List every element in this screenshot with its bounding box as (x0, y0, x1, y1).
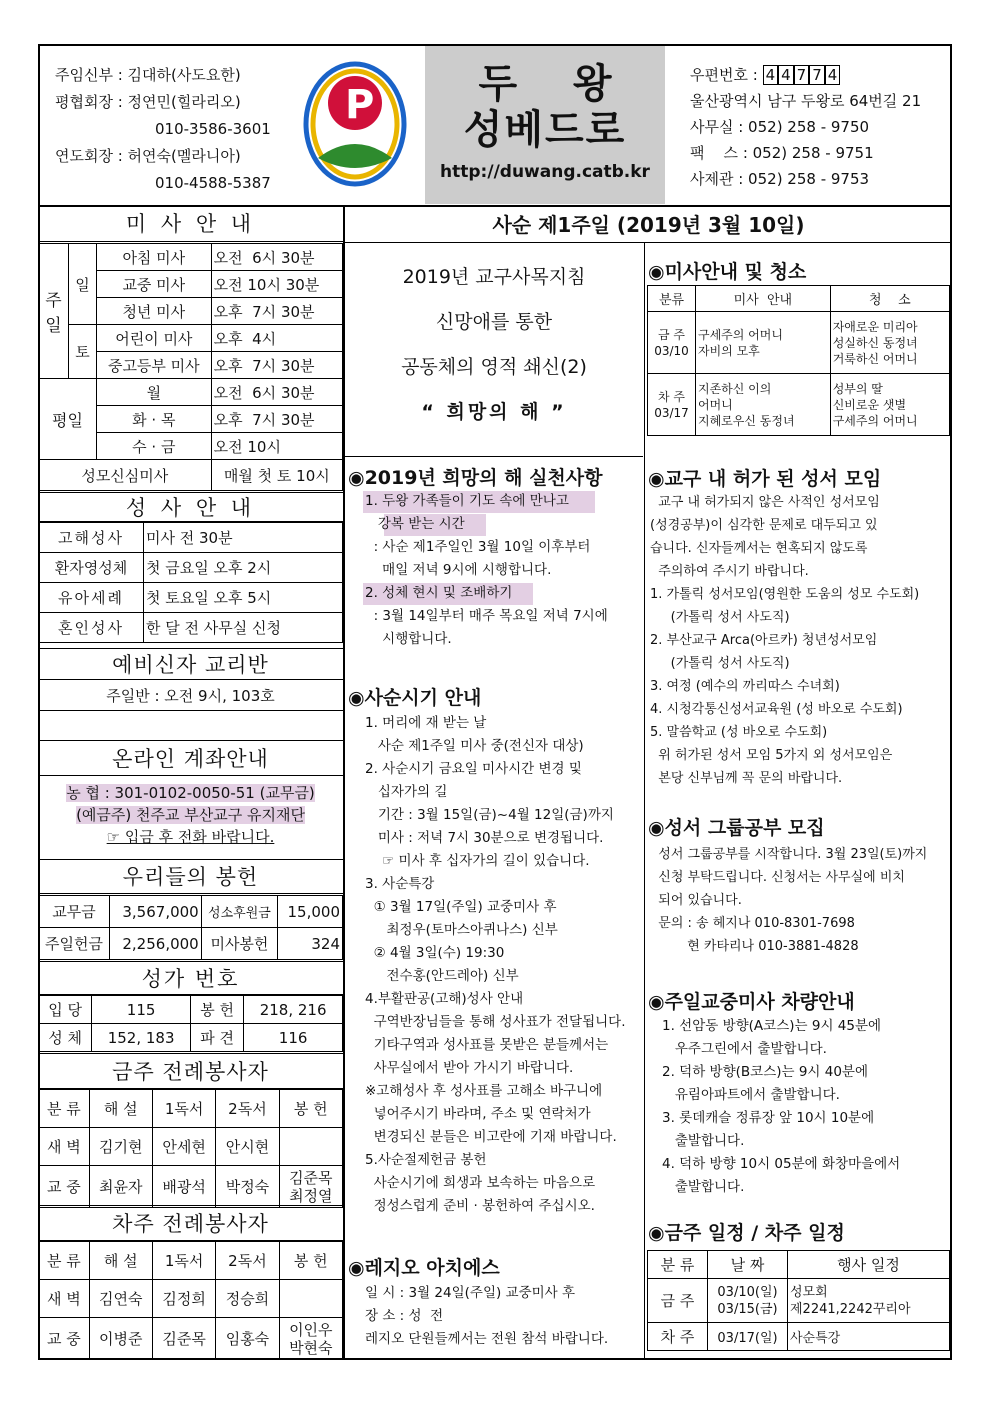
marian-mass-time: 매월 첫 토 10시 (211, 460, 342, 491)
mass-name: 화 · 목 (97, 406, 212, 433)
schedule-date: 03/10(일) 03/15(금) (708, 1279, 788, 1323)
server-cell: 새 벽 (39, 1128, 90, 1166)
col-header: 분 류 (39, 1090, 90, 1128)
offering-label: 미사봉헌 (201, 928, 277, 960)
mass-name: 중고등부 미사 (97, 352, 212, 379)
server-cell: 교 중 (39, 1166, 90, 1208)
mass-intention: 지존하신 이의 어머니 지혜로우신 동정녀 (696, 374, 831, 436)
offering-value: 324 (278, 928, 343, 960)
mass-table (38, 243, 343, 491)
week-label: 차 주 03/17 (648, 374, 696, 436)
server-cell: 김준목 (152, 1318, 215, 1360)
nextweek-table (38, 1241, 343, 1360)
header-address (690, 62, 945, 192)
offering-value: 3,567,000 (110, 896, 202, 928)
column-divider-2 (644, 243, 645, 1360)
col-header: 1독서 (152, 1090, 215, 1128)
schedule-week: 금 주 (648, 1279, 708, 1323)
council-phone: 010-3586-3601 (155, 120, 271, 138)
practice-body: 1. 두왕 가족들이 기도 속에 만나고 강복 받는 시간 : 사순 제1주일인 3월 10일 이후부터 매일 저녁 9시에 시행합니다. 2. 성체 현시 및 조배하기 : 3월 14일부터 매주 목요일 저녁 7시에 시행합니다. (365, 493, 608, 647)
col-header: 봉 헌 (279, 1090, 342, 1128)
cleaning-group: 자애로운 미리아 성실하신 동정녀 거룩하신 어머니 (830, 312, 949, 374)
catechumen-line: 주일반 : 오전 9시, 103호 (106, 687, 275, 705)
legio-heading: ◉레지오 아치에스 (348, 1257, 500, 1279)
group-body: 성서 그룹공부를 시작합니다. 3월 23일(토)까지 신청 부탁드립니다. 신청서는 사무실에 비치 되어 있습니다. 문의 : 송 헤지나 010-8301-7698 현 카타리나 010-3881-4828 (658, 847, 928, 954)
sunday-label: 주일 (39, 244, 69, 379)
divider (345, 456, 643, 457)
lent-body: 1. 머리에 재 받는 날 사순 제1주일 미사 중(전신자 대상) 2. 사순시기 금요일 미사시간 변경 및 십자가의 길 기간 : 3월 15일(금)~4월 12일(금)까지 미사 : 저녁 7시 30분으로 변경됩니다. ☞ 미사 후 십자가의 길이 있습니다. 3. 사순특강 ① 3월 17일(주일) 교중미사 후 최정우(토마스아퀴나스) 신부 ② 4월 3일(수) 19:30 전수홍(안드레아) 신부 4.부활판공(고해)성사 안내 구역반장님들을 통해 성사표가 전달됩니다. 기타구역과 성사표를 못받은 분들께서는 사무실에서 받아 가시기 바랍니다. ※고해성사 후 성사표를 고해소 바구니에 넣어주시기 바라며, 주소 및 연락처가 변경되신 분들은 비고란에 기재 바랍니다. 5.사순절제헌금 봉헌 사순시기에 희생과 보속하는 마음으로 정성스럽게 준비 · 봉헌하여 주십시오. (365, 715, 626, 1214)
mass-time: 오전 10시 (211, 433, 342, 460)
server-cell: 안시현 (216, 1128, 279, 1166)
header-contacts (55, 62, 295, 197)
thisweek-heading: 금주 전례봉사자 (38, 1053, 343, 1089)
schedule-table (647, 1250, 950, 1351)
yeondo-line: 연도회장 : 허연숙(멜라니아) (55, 147, 241, 165)
col-header: 청 소 (830, 286, 949, 312)
mass-name: 어린이 미사 (97, 325, 212, 352)
postal-digit: 7 (809, 65, 825, 85)
mass-time: 오후 7시 30분 (211, 406, 342, 433)
col-header: 미사 안내 (696, 286, 831, 312)
hymn-label: 성 체 (39, 1024, 92, 1052)
postal-digit: 4 (763, 65, 779, 85)
vehicle-heading: ◉주일교중미사 차량안내 (648, 991, 855, 1013)
col-header: 해 설 (89, 1242, 152, 1280)
weekday-label: 평일 (39, 379, 97, 460)
hymn-label: 입 당 (39, 996, 92, 1024)
sacrament-time: 첫 토요일 오후 5시 (144, 583, 343, 613)
mass-name: 아침 미사 (97, 244, 212, 271)
server-cell (279, 1280, 342, 1318)
offering-label: 교무금 (39, 896, 110, 928)
server-cell: 이병준 (89, 1318, 152, 1360)
postal-digit: 4 (778, 65, 794, 85)
masscleaning-heading: ◉미사안내 및 청소 (648, 261, 807, 283)
col-header: 해 설 (89, 1090, 152, 1128)
col-header: 분 류 (39, 1242, 90, 1280)
sacrament-time: 미사 전 30분 (144, 523, 343, 553)
mass-name: 청년 미사 (97, 298, 212, 325)
account-note: ☞ 입금 후 전화 바랍니다. (106, 828, 275, 846)
mass-time: 오전 6시 30분 (211, 244, 342, 271)
sacrament-name: 혼인성사 (39, 613, 144, 643)
server-cell: 새 벽 (39, 1280, 90, 1318)
server-cell: 김연숙 (89, 1280, 152, 1318)
mass-intention: 구세주의 어머니 자비의 모후 (696, 312, 831, 374)
vehicle-body: 1. 선암동 방향(A코스)는 9시 45분에 우주그린에서 출발합니다. 2. 덕하 방향(B코스)는 9시 40분에 유림아파트에서 출발합니다. 3. 롯데캐슬 정류장 앞 10시 10분에 출발합니다. 4. 덕하 방향 10시 05분에 화창마을에서 출발합니다. (662, 1018, 901, 1195)
mass-time: 오전 6시 30분 (211, 379, 342, 406)
hymn-label: 파 견 (190, 1024, 243, 1052)
server-cell: 최윤자 (89, 1166, 152, 1208)
col-header: 날 짜 (708, 1251, 788, 1279)
server-cell: 교 중 (39, 1318, 90, 1360)
parish-url[interactable]: http://duwang.catb.kr (440, 162, 650, 182)
col-header: 행사 일정 (788, 1251, 950, 1279)
title-box (425, 46, 665, 204)
hymn-label: 봉 헌 (190, 996, 243, 1024)
fax: 팩 스 : 052) 258 - 9751 (690, 144, 874, 162)
date-title: 사순 제1주일 (2019년 3월 10일) (345, 207, 952, 243)
col-header: 2독서 (216, 1242, 279, 1280)
schedule-heading: ◉금주 일정 / 차주 일정 (648, 1222, 845, 1244)
server-cell: 안세현 (152, 1128, 215, 1166)
cleaning-group: 성부의 딸 신비로운 샛별 구세주의 어머니 (830, 374, 949, 436)
rectory-phone: 사제관 : 052) 258 - 9753 (690, 170, 870, 188)
sacrament-time: 첫 금요일 오후 2시 (144, 553, 343, 583)
motto-line: “ 희망의 해 ” (421, 401, 567, 423)
marian-mass: 성모신심미사 (39, 460, 212, 491)
offering-heading: 우리들의 봉헌 (38, 859, 343, 894)
yeondo-phone: 010-4588-5387 (155, 174, 271, 192)
pastor-line: 주임신부 : 김대하(사도요한) (55, 66, 241, 84)
postal-row (690, 62, 945, 88)
col-header: 2독서 (216, 1090, 279, 1128)
masscleaning-table (647, 285, 950, 436)
schedule-date: 03/17(일) (708, 1323, 788, 1351)
hymn-number: 115 (92, 996, 191, 1024)
group-heading: ◉성서 그룹공부 모집 (648, 817, 825, 839)
sacrament-name: 환자영성체 (39, 553, 144, 583)
mass-time: 오후 7시 30분 (211, 352, 342, 379)
sacrament-time: 한 달 전 사무실 신청 (144, 613, 343, 643)
svg-text:P: P (345, 82, 375, 128)
schedule-event: 사순특강 (788, 1323, 950, 1351)
col-header: 분류 (648, 286, 696, 312)
offering-value: 15,000 (278, 896, 343, 928)
sat-label: 토 (69, 325, 97, 379)
bible-body: 교구 내 허가되지 않은 사적인 성서모임 (성경공부)이 심각한 문제로 대두되고 있 습니다. 신자들께서는 현혹되지 않도록 주의하여 주시기 바랍니다. 1. 가톨릭 성서모임(영원한 도움의 성모 수도회) (가톨릭 성서 사도직) 2. 부산교구 Arca(아르카) 청년성서모임 (가톨릭 성서 사도직) 3. 여정 (예수의 까리따스 수녀회) 4. 시청각통신성서교육원 (성 바오로 수도회) 5. 말씀학교 (성 바오로 수도회) 위 허가된 성서 모임 5가지 외 성서모임은 본당 신부님께 꼭 문의 바랍니다. (650, 495, 920, 786)
col-header: 분 류 (648, 1251, 708, 1279)
sacrament-name: 유아세례 (39, 583, 144, 613)
hymn-number: 116 (244, 1024, 343, 1052)
mass-name: 교중 미사 (97, 271, 212, 298)
postal-digit: 4 (825, 65, 841, 85)
offering-value: 2,256,000 (110, 928, 202, 960)
motto-line: 공동체의 영적 쇄신(2) (401, 356, 587, 378)
account-info (38, 782, 343, 848)
server-cell: 박정숙 (216, 1166, 279, 1208)
sacrament-name: 고해성사 (39, 523, 144, 553)
offering-table (38, 895, 343, 960)
account-holder: (예금주) 천주교 부산교구 유지재단 (76, 806, 305, 824)
sacrament-heading: 성 사 안 내 (38, 492, 343, 522)
thisweek-table (38, 1089, 343, 1208)
title-line-2: 성베드로 (463, 107, 627, 153)
server-cell: 김기현 (89, 1128, 152, 1166)
server-cell: 배광석 (152, 1166, 215, 1208)
pastoral-motto (345, 255, 643, 435)
server-cell: 김준목 최정열 (279, 1166, 342, 1208)
hymn-heading: 성가 번호 (38, 961, 343, 995)
account-number: 농 협 : 301-0102-0050-51 (교무금) (66, 784, 315, 802)
divider (38, 710, 343, 711)
sacrament-table (38, 522, 343, 643)
mass-time: 오전 10시 30분 (211, 271, 342, 298)
hymn-table (38, 995, 343, 1052)
schedule-event: 성모회 제2241,2242꾸리아 (788, 1279, 950, 1323)
mass-time: 오후 4시 (211, 325, 342, 352)
title-line-1: 두 왕 (478, 61, 612, 107)
address-line: 울산광역시 남구 두왕로 64번길 21 (690, 92, 922, 110)
motto-line: 2019년 교구사목지침 (402, 266, 586, 288)
mass-name: 월 (97, 379, 212, 406)
office-phone: 사무실 : 052) 258 - 9750 (690, 118, 870, 136)
server-cell: 김정희 (152, 1280, 215, 1318)
postal-digit: 7 (794, 65, 810, 85)
lent-heading: ◉사순시기 안내 (348, 687, 482, 709)
mass-time: 오후 7시 30분 (211, 298, 342, 325)
offering-label: 주일헌금 (39, 928, 110, 960)
hymn-number: 152, 183 (92, 1024, 191, 1052)
sun-label: 일 (69, 244, 97, 325)
col-header: 봉 헌 (279, 1242, 342, 1280)
catechumen-heading: 예비신자 교리반 (38, 648, 343, 680)
legio-body: 일 시 : 3월 24일(주일) 교중미사 후 장 소 : 성 전 레지오 단원들께서는 전원 참석 바랍니다. (365, 1285, 609, 1347)
server-cell: 임홍숙 (216, 1318, 279, 1360)
bible-heading: ◉교구 내 허가 된 성서 모임 (648, 468, 882, 490)
offering-label: 성소후원금 (201, 896, 277, 928)
practice-heading: ◉2019년 희망의 해 실천사항 (348, 467, 603, 489)
server-cell: 정승희 (216, 1280, 279, 1318)
account-heading: 온라인 계좌안내 (38, 740, 343, 776)
hymn-number: 218, 216 (244, 996, 343, 1024)
council-line: 평협회장 : 정연민(힐라리오) (55, 93, 241, 111)
parish-logo-icon (300, 58, 410, 193)
server-cell (279, 1128, 342, 1166)
mass-heading: 미 사 안 내 (38, 207, 343, 242)
nextweek-heading: 차주 전례봉사자 (38, 1205, 343, 1241)
postal-label: 우편번호 : (690, 66, 758, 84)
week-label: 금 주 03/10 (648, 312, 696, 374)
server-cell: 이인우 박현숙 (279, 1318, 342, 1360)
mass-name: 수 · 금 (97, 433, 212, 460)
motto-line: 신망애를 통한 (435, 311, 553, 333)
col-header: 1독서 (152, 1242, 215, 1280)
schedule-week: 차 주 (648, 1323, 708, 1351)
